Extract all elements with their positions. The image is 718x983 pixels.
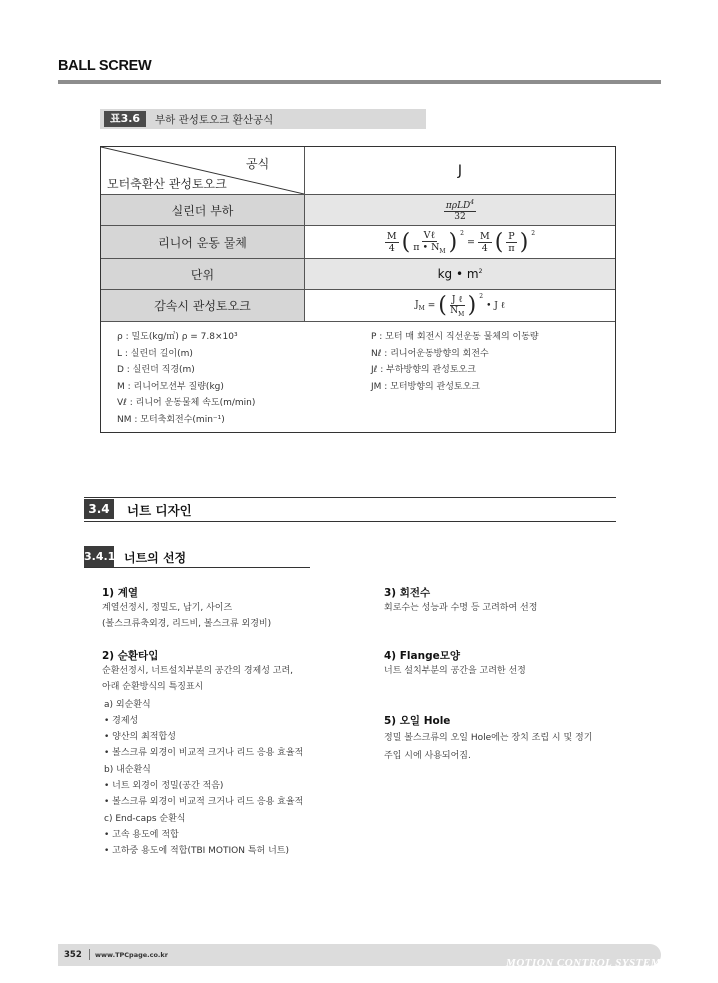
lin-m-sub: M [439,247,446,255]
lin-square: 2 [460,229,464,237]
heading-circuits: 3) 회전수 [384,587,431,599]
list-item: • 볼스크류 외경이 비교적 크거나 리드 응용 효율적 [104,748,304,758]
dec-tail: • J ℓ [486,301,506,311]
row-label: 감속시 관성토오크 [101,290,305,321]
lin-m: M [479,230,490,242]
dec-nm-sub: M [458,310,465,318]
row-label: 실린더 부하 [101,195,305,225]
paren-open: ( [401,229,411,255]
corner-bottom-label: 모터축환산 관성토오크 [107,177,227,191]
cylinder-formula [305,195,615,225]
paren-close: ) [519,229,529,255]
subsection-title: 너트의 선정 [124,551,187,565]
unit-exponent: 2 [478,268,483,275]
section-number: 3.4 [84,499,114,519]
heading-oil-hole: 5) 오일 Hole [384,715,451,727]
legend-item: JM : 모터방향의 관성토오크 [371,381,480,392]
legend-item: M : 리니어모션부 질량(kg) [117,381,224,392]
list-title: b) 내순환식 [104,765,151,775]
table-row [101,290,615,322]
subsection-number: 3.4.1 [84,546,114,567]
paren-close: ) [448,229,458,255]
table-number: 표3.6 [104,111,146,127]
footer-brand: MOTION CONTROL SYSTEM [506,957,661,969]
header-rule [58,80,661,84]
list-item: • 경제성 [104,716,139,726]
dec-lhs-sub: M [418,304,425,312]
lin-four: 4 [388,242,395,254]
equals-sign: = [427,300,436,311]
table-row [101,259,615,290]
lin-vl: Vℓ [423,229,436,241]
paren-close: ) [467,293,477,318]
fraction [385,231,399,254]
legend-item: D : 실린더 직경(m) [117,365,195,375]
list-item: • 고속 용도에 적합 [104,830,179,840]
lin-m: M [386,230,397,242]
lin-pinm: π • N [413,241,440,253]
footer-url: www.TPCpage.co.kr [95,951,168,959]
legend-right [371,329,539,395]
heading-series: 1) 계열 [102,587,139,599]
legend-left [117,329,255,428]
paren-open: ( [438,293,447,318]
internal-circulation [104,762,303,810]
dec-lhs: J [414,299,419,310]
text-line: 주입 시에 사용되어짐. [384,751,471,761]
dec-square: 2 [479,293,484,300]
fraction [450,294,465,318]
oil-hole-text [384,729,592,765]
series-text [102,600,271,632]
flange-text: 너트 설치부분의 공간을 고려한 선정 [384,666,526,676]
lin-pi: π [508,242,515,254]
linear-formula [305,226,615,258]
dec-nm: N [450,305,459,316]
fraction [413,230,445,255]
legend-item: P : 모터 매 회전시 직선운동 물체의 이동량 [371,332,539,342]
fraction [478,231,492,254]
subsection-rule [84,567,310,568]
list-title: c) End-caps 순환식 [104,814,186,824]
lin-square: 2 [531,229,536,237]
heading-circulation: 2) 순환타입 [102,650,159,662]
circulation-text [102,663,293,695]
deceleration-formula [305,290,615,321]
section-rule-bottom [84,521,616,522]
unit-value [305,259,615,289]
cyl-exponent: 4 [470,198,475,206]
section-rule-top [84,497,616,498]
legend-item: NM : 모터축회전수(min⁻¹) [117,414,225,425]
list-item: • 너트 외경이 정밀(공간 적음) [104,781,224,791]
equals-sign: = [466,236,475,248]
fraction [444,199,476,222]
legend-item: ρ : 밀도(kg/㎥) ρ = 7.8×10³ [117,332,238,342]
table-row [101,226,615,259]
list-item: • 양산의 최적합성 [104,732,176,742]
paren-open: ( [494,229,504,255]
legend-item: Jℓ : 부하방향의 관성토오크 [371,365,476,375]
legend-item: Nℓ : 리니어운동방향의 회전수 [371,348,489,359]
table-row [101,195,615,226]
table-caption: 부하 관성토오크 환산공식 [155,114,274,126]
section-title: 너트 디자인 [127,503,192,518]
circuits-text: 회로수는 성능과 수명 등 고려하여 선정 [384,603,538,613]
text-line: (볼스크류축외경, 리드비, 볼스크류 외경비) [102,619,272,629]
legend-item: Vℓ : 리니어 운동물체 속도(m/min) [117,398,256,408]
external-circulation [104,697,303,761]
cyl-denominator: 32 [454,211,466,222]
text-line: 순환선정시, 너트설치부분의 공간의 경제성 고려, [102,666,294,676]
footer-separator [89,949,90,960]
endcap-circulation [104,811,289,859]
inertia-formula-table [100,146,616,433]
text-line: 아래 순환방식의 특징표시 [102,682,204,692]
heading-flange: 4) Flange모양 [384,650,461,662]
col-header-j: J [457,162,463,179]
text-line: 정밀 볼스크류의 오일 Hole에는 장치 조립 시 및 정기 [384,733,593,743]
lin-four: 4 [481,242,488,254]
fraction [506,231,516,254]
table-header-row [101,147,615,195]
legend-item: L : 실린더 길이(m) [117,348,193,359]
table-corner-cell [101,147,305,194]
row-label: 단위 [101,259,305,289]
page-number: 352 [64,950,82,960]
dec-jl: J ℓ [451,294,463,305]
corner-top-label: 공식 [246,157,270,171]
unit-text: kg • m [437,267,479,281]
cyl-numerator: πρLD [445,200,471,211]
list-item: • 볼스크류 외경이 비교적 크거나 리드 응용 효율적 [104,797,304,807]
list-title: a) 외순환식 [104,700,151,710]
row-label: 리니어 운동 물체 [101,226,305,258]
list-item: • 고하중 용도에 적합(TBI MOTION 특허 너트) [104,846,289,856]
lin-p: P [508,230,515,242]
book-title: BALL SCREW [58,58,152,74]
text-line: 계열선정시, 정밀도, 납기, 사이즈 [102,603,233,613]
